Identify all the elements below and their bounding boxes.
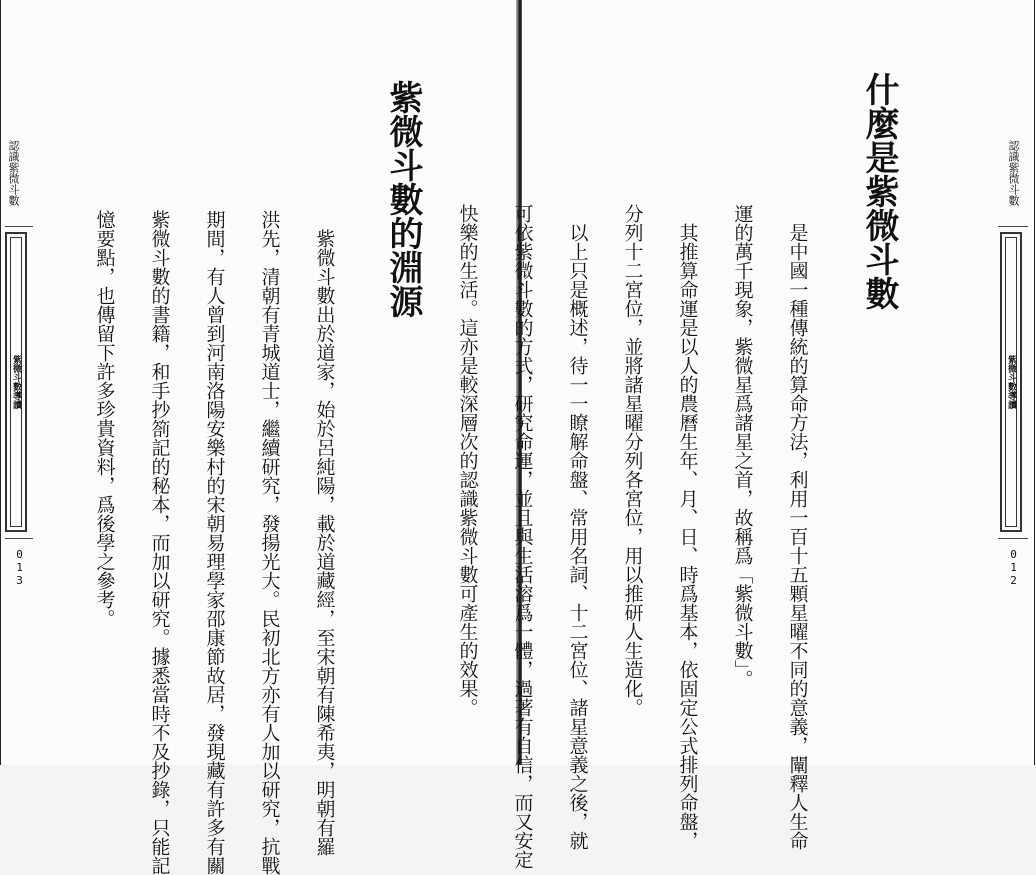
text-column: 是中國一種傳統的算命方法，利用一百十五顆星曜不同的意義，闡釋人生命 xyxy=(786,204,809,850)
page-heading: 紫微斗數的淵源 xyxy=(383,80,423,318)
body-text xyxy=(456,72,838,869)
section-label: 紫微斗數導讀 xyxy=(11,355,21,409)
divider xyxy=(998,226,1028,227)
text-column: 可依紫微斗數的方式，研究命運，並且與生活溶爲一體，過著有自信，而又安定 xyxy=(511,204,534,869)
page-number: 012 xyxy=(1007,548,1020,587)
section-label-box xyxy=(1000,232,1022,532)
divider xyxy=(998,538,1028,539)
text-column: 運的萬千現象，紫微星爲諸星之首，故稱爲「紫微斗數」。 xyxy=(731,204,754,689)
divider xyxy=(5,538,33,539)
text-column: 快樂的生活。這亦是較深層次的認識紫微斗數可產生的效果。 xyxy=(456,204,479,717)
text-column: 紫微斗數的書籍，和手抄箚記的秘本，而加以研究。據悉當時不及抄錄，只能記 xyxy=(148,210,171,875)
section-label-box xyxy=(5,232,27,532)
section-label: 紫微斗數導讀 xyxy=(1006,355,1016,409)
text-column: 期間，有人曾到河南洛陽安樂村的宋朝易理學家邵康節故居，發現藏有許多有關 xyxy=(203,210,226,875)
running-title: 認識紫微斗數 xyxy=(1007,140,1020,206)
body-text xyxy=(93,78,365,875)
text-column: 以上只是概述，待一一瞭解命盤、常用名詞、十二宮位、諸星意義之後，就 xyxy=(566,204,589,850)
text-column: 紫微斗數出於道家，始於呂純陽，載於道藏經，至宋朝有陳希夷，明朝有羅 xyxy=(313,210,336,856)
page-number: 013 xyxy=(13,548,26,587)
text-column: 其推算命運是以人的農曆生年、月、日、時爲基本，依固定公式排列命盤， xyxy=(676,204,699,850)
text-column: 分列十二宮位，並將諸星曜分列各宮位，用以推研人生造化。 xyxy=(621,204,644,717)
text-column: 憶要點，也傳留下許多珍貴資料，爲後學之參考。 xyxy=(93,210,116,628)
page-edge xyxy=(0,0,1,765)
running-title: 認識紫微斗數 xyxy=(7,140,20,206)
right-page xyxy=(456,0,1036,869)
page-heading: 什麼是紫微斗數 xyxy=(859,72,899,310)
page-edge xyxy=(1034,0,1035,765)
text-column: 洪先，清朝有青城道士，繼續研究，發揚光大。民初北方亦有人加以研究，抗戰 xyxy=(258,210,281,875)
divider xyxy=(5,226,33,227)
